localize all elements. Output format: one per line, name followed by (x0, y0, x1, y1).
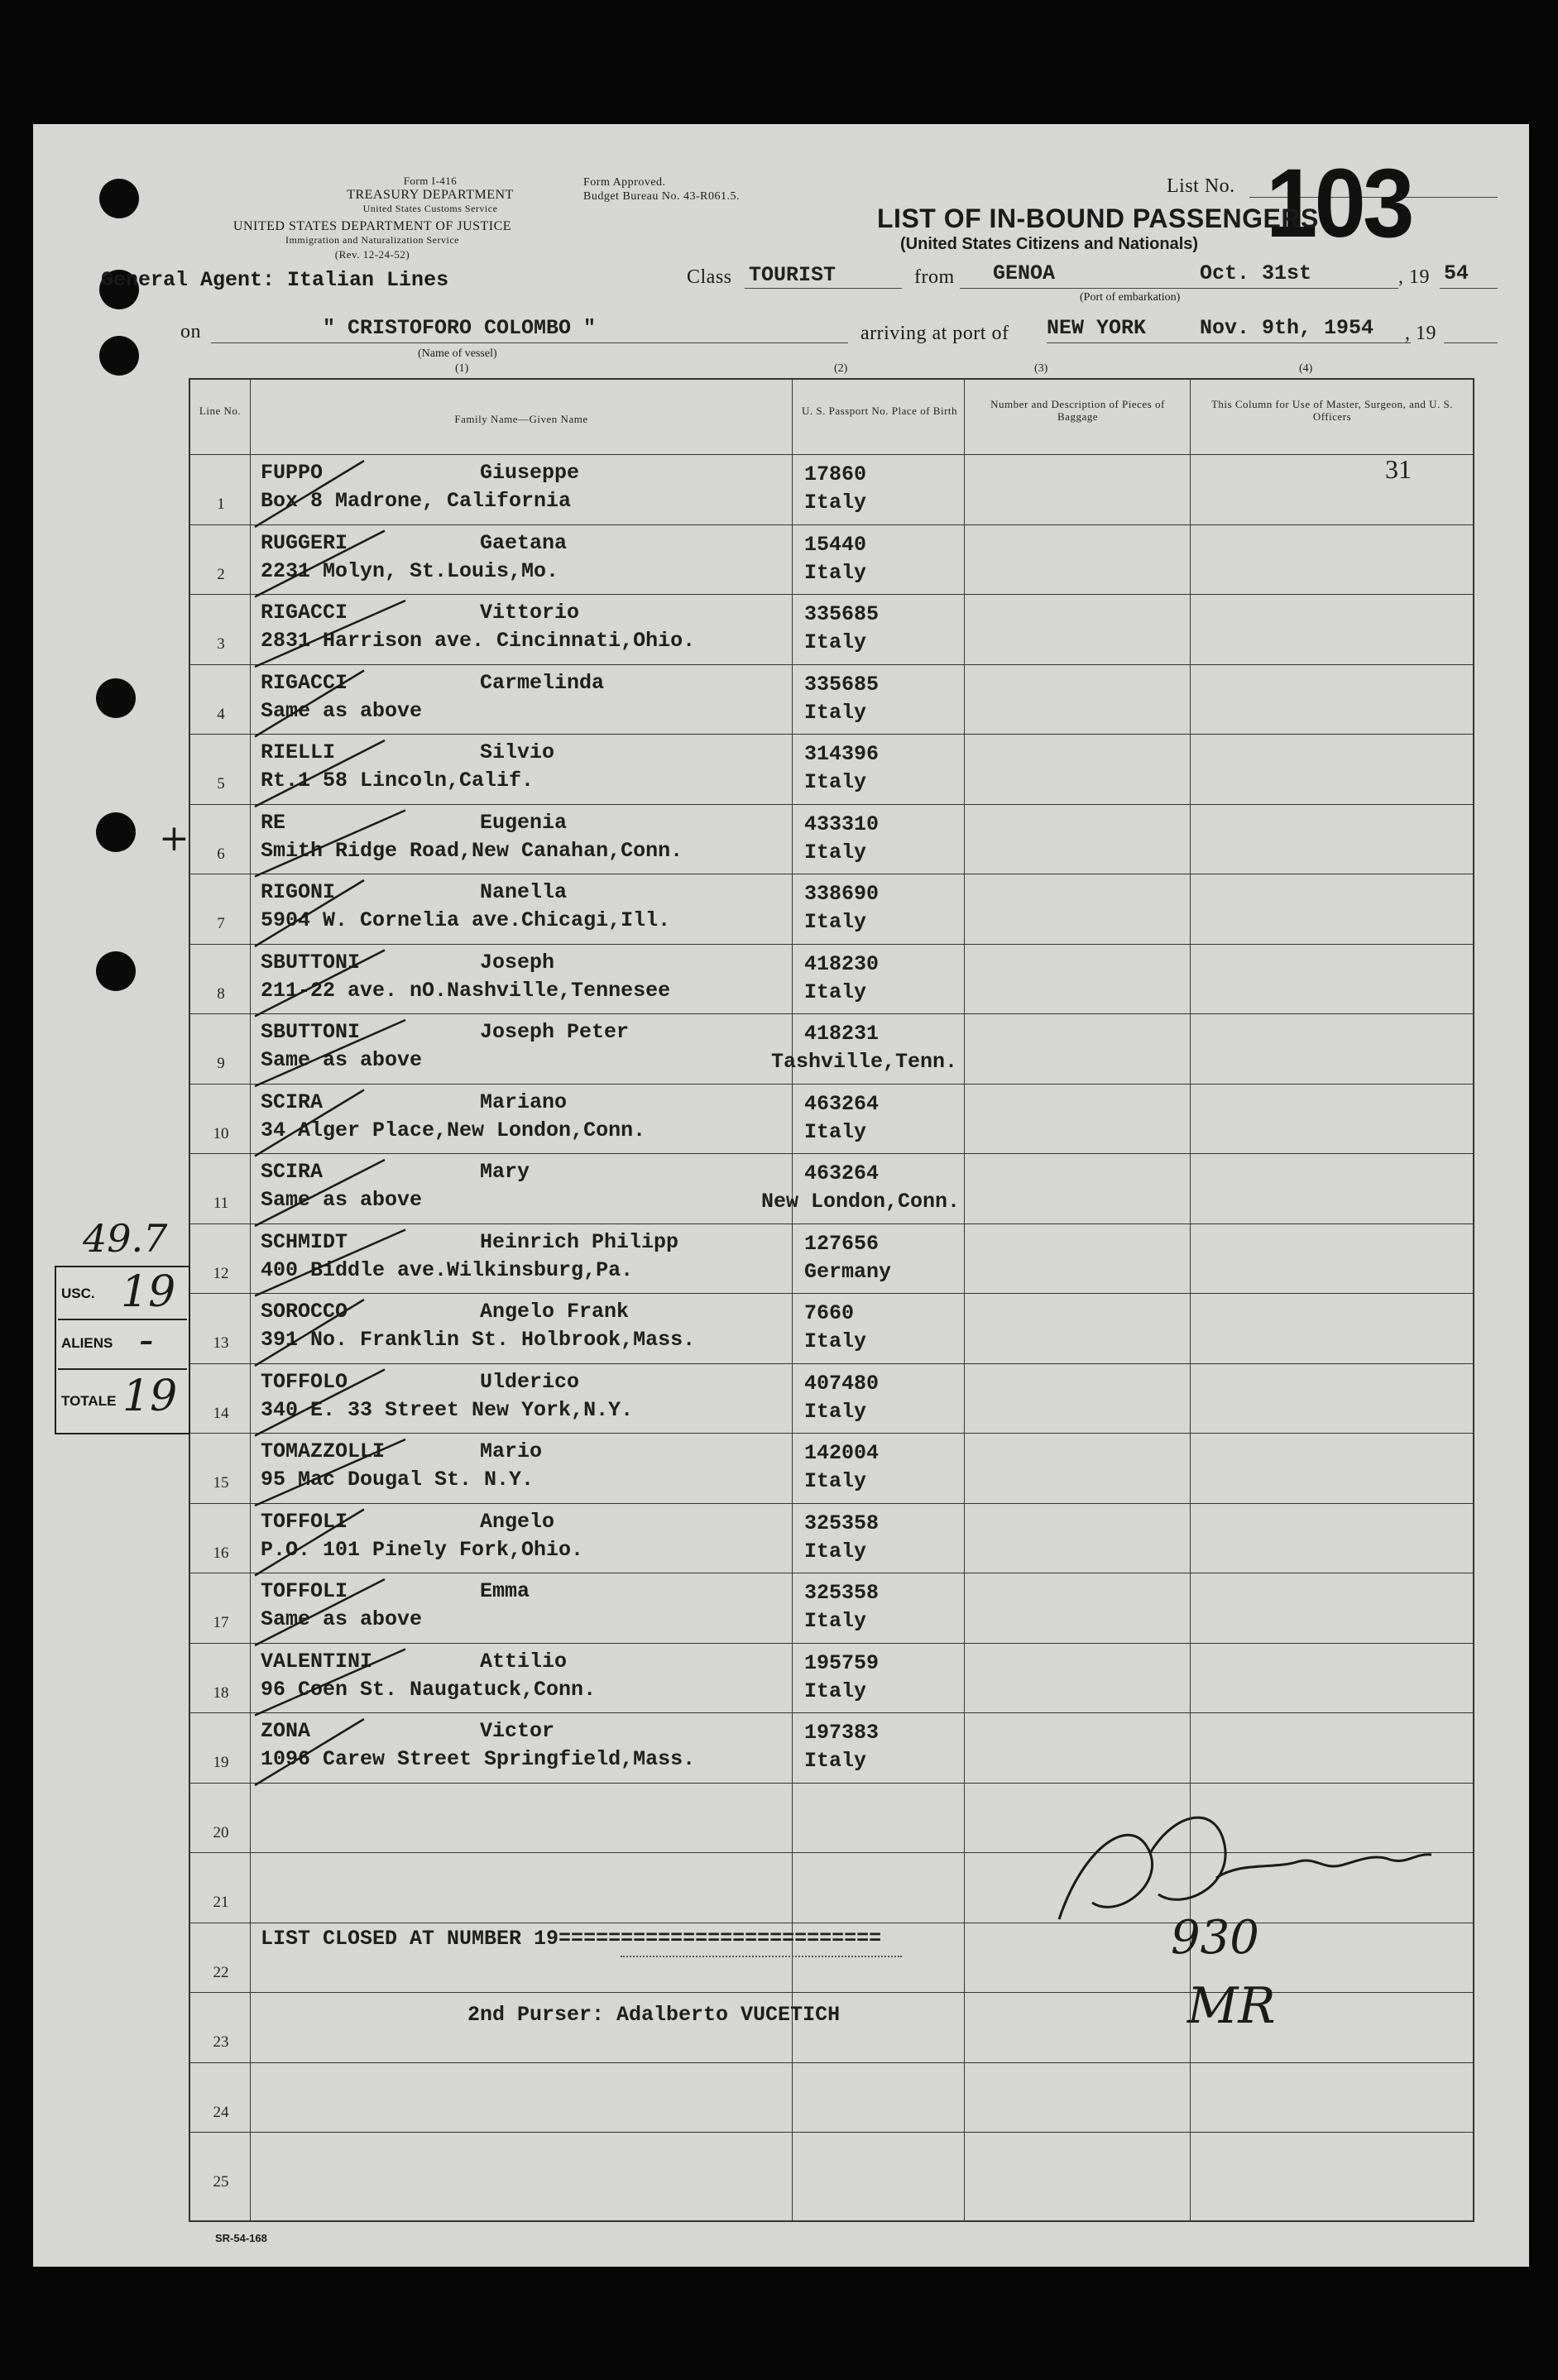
passport-number: 418231 (804, 1022, 880, 1046)
list-closed-line: LIST CLOSED AT NUMBER 19========================== (261, 1927, 882, 1951)
passport-number: 335685 (804, 672, 880, 697)
check-mark (255, 1370, 385, 1436)
place-of-birth: Tashville,Tenn. (771, 1050, 958, 1074)
place-of-birth: Italy (804, 630, 867, 654)
line-number: 18 (213, 1683, 229, 1702)
approval-note: Form Approved. Budget Bureau No. 43-R061.5. (583, 176, 740, 203)
line-number: 1 (217, 496, 225, 513)
check-mark (255, 1300, 364, 1366)
place-of-birth: Italy (804, 700, 867, 725)
family-name: TOFFOLI (261, 1579, 348, 1603)
given-name: Angelo (480, 1509, 555, 1534)
given-name: Ulderico (480, 1369, 580, 1394)
given-name: Vittorio (480, 601, 580, 625)
family-name: SCIRA (261, 1089, 324, 1114)
place-of-birth: Italy (804, 1469, 867, 1493)
arriving-label: arriving at port of (860, 323, 1009, 344)
year-prefix: , 19 (1398, 266, 1430, 288)
place-of-birth: Italy (804, 1749, 867, 1773)
line-number: 24 (213, 2103, 229, 2121)
given-name: Eugenia (480, 810, 568, 835)
class-value: TOURIST (749, 263, 837, 287)
line-number: 3 (217, 635, 225, 653)
given-name: Nanella (480, 880, 568, 904)
line-number: 8 (217, 984, 225, 1003)
total-label: TOTALE (61, 1393, 117, 1409)
given-name: Victor (480, 1719, 555, 1743)
passport-number: 314396 (804, 742, 880, 766)
check-mark (255, 1579, 385, 1645)
check-mark (255, 1090, 364, 1156)
general-agent: General Agent: Italian Lines (101, 268, 449, 292)
col-number: (1) (455, 362, 469, 375)
place-of-birth: Italy (804, 840, 867, 864)
given-name: Angelo Frank (480, 1300, 630, 1324)
check-mark (255, 1160, 385, 1226)
place-of-birth: Italy (804, 770, 867, 794)
passport-number: 197383 (804, 1721, 880, 1745)
port-embarkation-label: (Port of embarkation) (1080, 291, 1181, 304)
passport-number: 195759 (804, 1650, 880, 1675)
passport-number: 407480 (804, 1371, 880, 1396)
check-mark (255, 880, 364, 946)
passport-number: 127656 (804, 1231, 880, 1256)
place-of-birth: Germany (804, 1259, 892, 1284)
family-name: TOMAZZOLLI (261, 1439, 386, 1463)
address: 340 E. 33 Street New York,N.Y. (261, 1397, 634, 1422)
header-baggage: Number and Description of Pieces of Baggage (990, 398, 1165, 423)
passport-number: 418230 (804, 951, 880, 976)
col-number: (3) (1034, 362, 1048, 375)
place-of-birth: Italy (804, 1539, 867, 1564)
embarkation-date: Oct. 31st (1200, 261, 1312, 285)
address: P.O. 101 Pinely Fork,Ohio. (261, 1537, 584, 1562)
col-number: (2) (834, 362, 848, 375)
list-no-stamp: 103 (1266, 149, 1412, 258)
line-number: 6 (217, 845, 225, 863)
check-mark (255, 601, 405, 667)
address: 2231 Molyn, St.Louis,Mo. (261, 558, 559, 583)
address: 211-22 ave. nO.Nashville,Tennesee (261, 978, 671, 1003)
check-mark (255, 951, 385, 1017)
address: 1096 Carew Street Springfield,Mass. (261, 1747, 696, 1771)
address: 95 Mac Dougal St. N.Y. (261, 1468, 535, 1492)
line-number: 5 (217, 775, 225, 793)
given-name: Mariano (480, 1089, 568, 1114)
address: Smith Ridge Road,New Canahan,Conn. (261, 838, 683, 863)
line-number: 12 (213, 1264, 229, 1282)
class-label: Class (687, 266, 732, 288)
line-number: 10 (213, 1124, 229, 1142)
line-number: 2 (217, 565, 225, 583)
family-name: SCIRA (261, 1160, 324, 1184)
passport-number: 325358 (804, 1581, 880, 1605)
address: Rt.1 58 Lincoln,Calif. (261, 769, 535, 793)
family-name: TOFFOLO (261, 1369, 348, 1394)
place-of-birth: Italy (804, 910, 867, 934)
family-name: RIGONI (261, 880, 336, 904)
margin-mark: + (159, 817, 189, 860)
embarkation-year: 54 (1444, 261, 1469, 285)
total-value: 19 (122, 1372, 178, 1421)
line-number: 20 (213, 1823, 229, 1841)
passport-number: 17860 (804, 462, 867, 486)
line-number: 14 (213, 1404, 229, 1422)
arrival-port: NEW YORK (1047, 316, 1147, 340)
passport-number: 463264 (804, 1091, 880, 1116)
family-name: VALENTINI (261, 1649, 373, 1674)
family-name: SOROCCO (261, 1300, 348, 1324)
place-of-birth: Italy (804, 1399, 867, 1424)
line-number: 25 (213, 2173, 229, 2191)
form-number: Form I-416 TREASURY DEPARTMENT United States Customs Service (347, 175, 514, 214)
address: 34 Alger Place,New London,Conn. (261, 1118, 646, 1142)
address: 96 Coen St. Naugatuck,Conn. (261, 1677, 597, 1702)
address: 391 No. Franklin St. Holbrook,Mass. (261, 1328, 696, 1352)
vessel-label: (Name of vessel) (418, 347, 497, 360)
check-mark (255, 1719, 364, 1785)
passport-number: 433310 (804, 812, 880, 836)
handwritten-note: 930 (1171, 1911, 1259, 1965)
family-name: SBUTTONI (261, 950, 361, 975)
header-line-no: Line No. (199, 405, 242, 417)
line-number: 16 (213, 1544, 229, 1562)
line-number: 11 (213, 1195, 229, 1212)
family-name: RIGACCI (261, 601, 348, 625)
given-name: Heinrich Philipp (480, 1229, 679, 1254)
address: 400 Biddle ave.Wilkinsburg,Pa. (261, 1257, 634, 1282)
handwritten-initials: MR (1187, 1977, 1276, 2035)
passport-number: 335685 (804, 602, 880, 626)
address: Same as above (261, 698, 423, 723)
passport-number: 463264 (804, 1161, 880, 1185)
page-title: LIST OF IN-BOUND PASSENGERS (877, 204, 1319, 233)
on-label: on (180, 321, 201, 342)
tally-box (55, 1266, 190, 1434)
check-mark (255, 1510, 364, 1576)
usc-value: 19 (121, 1267, 176, 1317)
form-code: SR-54-168 (215, 2232, 267, 2244)
given-name: Attilio (480, 1649, 568, 1674)
given-name: Carmelinda (480, 670, 605, 695)
family-name: SCHMIDT (261, 1229, 348, 1254)
passport-number: 15440 (804, 532, 867, 557)
line-number: 13 (213, 1334, 229, 1352)
check-mark (255, 1439, 405, 1506)
purser-line: 2nd Purser: Adalberto VUCETICH (467, 2003, 841, 2027)
family-name: TOFFOLI (261, 1509, 348, 1534)
aliens-value: - (139, 1315, 154, 1365)
given-name: Gaetana (480, 530, 568, 555)
embarkation-port: GENOA (993, 261, 1056, 285)
line-number: 21 (213, 1894, 229, 1911)
aliens-label: ALIENS (61, 1335, 113, 1351)
line-number: 19 (213, 1754, 229, 1771)
given-name: Joseph (480, 950, 555, 975)
address: Box 8 Madrone, California (261, 489, 572, 513)
address: 2831 Harrison ave. Cincinnati,Ohio. (261, 629, 696, 653)
given-name: Joseph Peter (480, 1020, 630, 1044)
given-name: Mario (480, 1439, 543, 1463)
header-name: Family Name—Given Name (454, 413, 588, 425)
vessel-name: " CRISTOFORO COLOMBO " (323, 316, 597, 340)
line-number: 23 (213, 2033, 229, 2051)
line-number: 15 (213, 1474, 229, 1492)
officer-note: 31 (1385, 454, 1412, 484)
check-mark (255, 811, 405, 877)
check-mark (255, 1650, 405, 1716)
list-no-label: List No. (1167, 175, 1235, 197)
line-number: 17 (213, 1614, 229, 1631)
manifest-sheet (33, 124, 1529, 2267)
usc-label: USC. (61, 1286, 95, 1301)
passport-number: 142004 (804, 1441, 880, 1465)
check-mark (255, 461, 364, 527)
passport-number: 7660 (804, 1301, 855, 1325)
family-name: RIELLI (261, 740, 336, 764)
place-of-birth: Italy (804, 1119, 867, 1144)
check-mark (255, 740, 385, 807)
passport-number: 325358 (804, 1511, 880, 1535)
from-label: from (914, 266, 955, 288)
address: 5904 W. Cornelia ave.Chicagi,Ill. (261, 908, 671, 932)
check-mark (255, 1020, 405, 1086)
line-number: 4 (217, 705, 225, 723)
given-name: Giuseppe (480, 461, 580, 485)
given-name: Mary (480, 1160, 530, 1184)
address: Same as above (261, 1188, 423, 1212)
line-number: 7 (217, 915, 225, 932)
col-number: (4) (1299, 362, 1313, 375)
line-number: 9 (217, 1055, 225, 1072)
address: Same as above (261, 1607, 423, 1631)
place-of-birth: Italy (804, 560, 867, 585)
family-name: RE (261, 810, 286, 835)
tally-scribble: 49.7 (83, 1216, 168, 1261)
family-name: FUPPO (261, 461, 324, 485)
place-of-birth: Italy (804, 979, 867, 1004)
address: Same as above (261, 1048, 423, 1072)
passport-number: 338690 (804, 882, 880, 906)
family-name: RUGGERI (261, 530, 348, 555)
place-of-birth: Italy (804, 1609, 867, 1633)
check-mark (255, 531, 385, 597)
family-name: RIGACCI (261, 670, 348, 695)
line-number: 22 (213, 1963, 229, 1981)
place-of-birth: Italy (804, 1329, 867, 1353)
given-name: Silvio (480, 740, 555, 764)
place-of-birth: Italy (804, 491, 867, 515)
given-name: Emma (480, 1579, 530, 1603)
arrival-year-suffix: , 19 (1405, 323, 1436, 344)
place-of-birth: New London,Conn. (761, 1190, 961, 1214)
place-of-birth: Italy (804, 1678, 867, 1703)
check-mark (255, 671, 364, 737)
family-name: ZONA (261, 1719, 311, 1743)
page-subtitle: (United States Citizens and Nationals) (900, 235, 1199, 253)
family-name: SBUTTONI (261, 1020, 361, 1044)
header-passport: U. S. Passport No. Place of Birth (801, 405, 958, 417)
check-mark (255, 1230, 405, 1296)
justice-dept: UNITED STATES DEPARTMENT OF JUSTICE Immigration and Naturalization Service (Rev. 12-24-52) (233, 219, 512, 261)
header-officers: This Column for Use of Master, Surgeon, and U. S. Officers (1210, 398, 1454, 423)
arrival-date: Nov. 9th, 1954 (1200, 316, 1374, 340)
